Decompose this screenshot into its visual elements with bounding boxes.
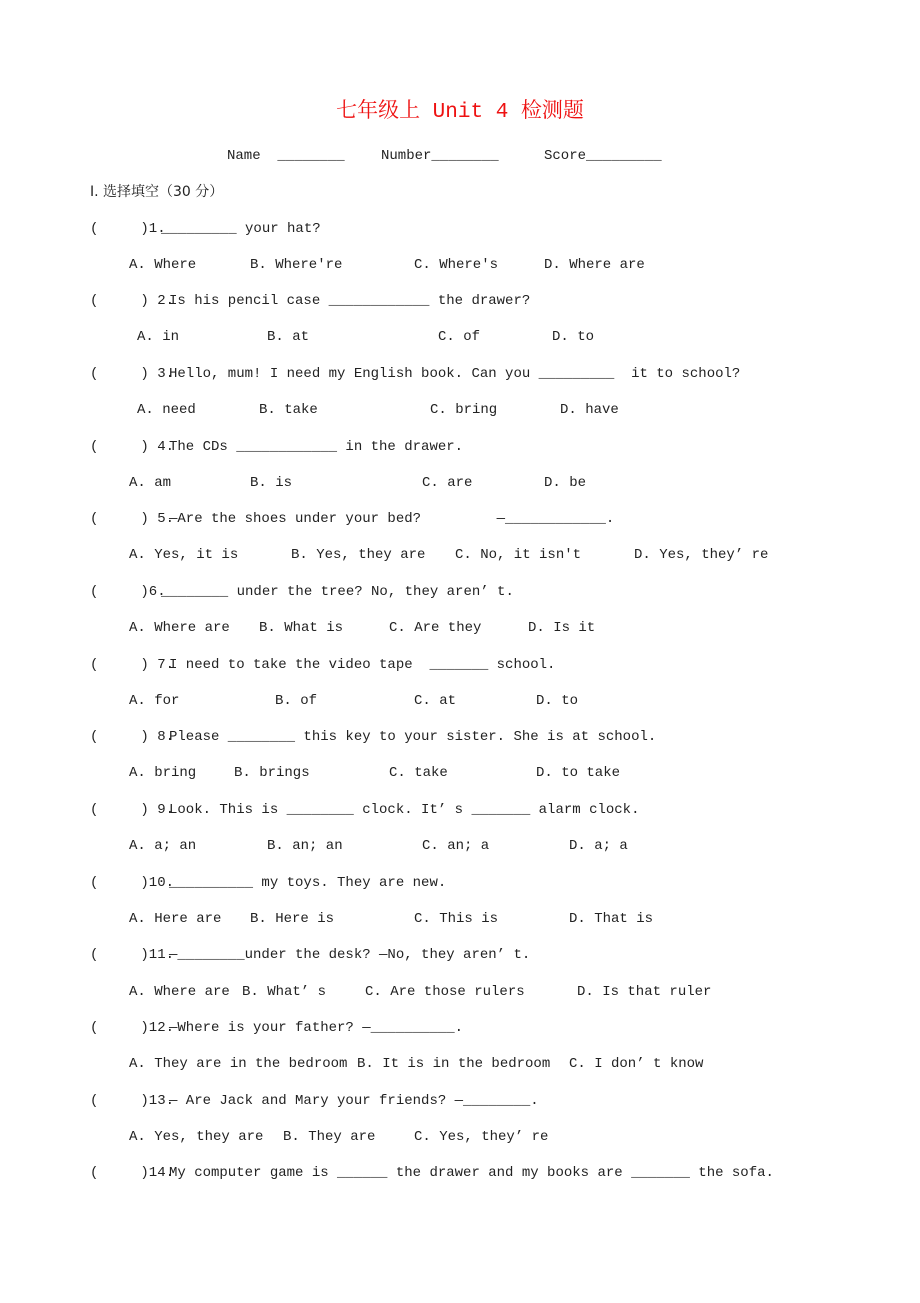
question-stem: _________ your hat? <box>161 221 321 237</box>
option-a: A. Where are <box>129 984 230 1000</box>
option-d: D. Yes, they’ re <box>634 547 769 563</box>
option-d: D. a; a <box>569 838 628 854</box>
answer-bracket[interactable]: ( )10. <box>90 875 175 891</box>
option-c: C. bring <box>430 402 498 418</box>
question-stem: Please ________ this key to your sister. She is at school. <box>169 729 657 745</box>
answer-bracket[interactable]: ( )13. <box>90 1093 175 1109</box>
question-stem: My computer game is ______ the drawer and my books are _______ the sofa. <box>169 1165 774 1181</box>
option-a: A. need <box>137 402 196 418</box>
option-c: C. Are those rulers <box>365 984 525 1000</box>
answer-bracket[interactable]: ( ) 7. <box>90 657 175 673</box>
option-c: C. This is <box>414 911 499 927</box>
option-a: A. They are in the bedroom <box>129 1056 348 1072</box>
section-heading: I. 选择填空（30 分） <box>90 184 224 200</box>
option-c: C. an; a <box>422 838 490 854</box>
option-a: A. Where are <box>129 620 230 636</box>
option-b: B. take <box>259 402 318 418</box>
option-c: C. take <box>389 765 448 781</box>
option-b: B. at <box>267 329 310 345</box>
answer-bracket[interactable]: ( ) 8. <box>90 729 175 745</box>
answer-bracket[interactable]: ( ) 2. <box>90 293 175 309</box>
answer-bracket[interactable]: ( ) 9. <box>90 802 175 818</box>
question-stem: The CDs ____________ in the drawer. <box>169 439 464 455</box>
option-c: C. of <box>438 329 481 345</box>
option-c: C. are <box>422 475 473 491</box>
question-stem: ________ under the tree? No, they aren’ t. <box>161 584 514 600</box>
option-d: D. That is <box>569 911 654 927</box>
option-b: B. brings <box>234 765 310 781</box>
option-b: B. is <box>250 475 293 491</box>
answer-bracket[interactable]: ( ) 3. <box>90 366 175 382</box>
score-field[interactable]: Score_________ <box>544 148 662 164</box>
option-a: A. Yes, it is <box>129 547 239 563</box>
option-a: A. am <box>129 475 172 491</box>
option-c: C. Where's <box>414 257 499 273</box>
option-c: C. Yes, they’ re <box>414 1129 549 1145</box>
question-stem: I need to take the video tape _______ school. <box>169 657 556 673</box>
name-field[interactable]: Name ________ <box>227 148 345 164</box>
option-b: B. Here is <box>250 911 335 927</box>
question-stem: Look. This is ________ clock. It’ s _______ alarm clock. <box>169 802 640 818</box>
option-d: D. to <box>552 329 595 345</box>
option-a: A. a; an <box>129 838 197 854</box>
question-stem: —Are the shoes under your bed? —____________. <box>169 511 615 527</box>
option-c: C. No, it isn't <box>455 547 582 563</box>
question-stem: __________ my toys. They are new. <box>169 875 447 891</box>
option-b: B. an; an <box>267 838 343 854</box>
option-c: C. at <box>414 693 457 709</box>
option-a: A. for <box>129 693 180 709</box>
option-b: B. of <box>275 693 318 709</box>
question-stem: — Are Jack and Mary your friends? —________. <box>169 1093 539 1109</box>
option-d: D. Where are <box>544 257 645 273</box>
option-c: C. Are they <box>389 620 482 636</box>
option-b: B. Yes, they are <box>291 547 426 563</box>
question-stem: Is his pencil case ____________ the drawer? <box>169 293 531 309</box>
answer-bracket[interactable]: ( ) 4. <box>90 439 175 455</box>
answer-bracket[interactable]: ( )1. <box>90 221 166 237</box>
page-title: 七年级上 Unit 4 检测题 <box>336 101 584 124</box>
option-d: D. Is it <box>528 620 596 636</box>
option-a: A. in <box>137 329 180 345</box>
option-a: A. bring <box>129 765 197 781</box>
answer-bracket[interactable]: ( )11. <box>90 947 175 963</box>
option-b: B. What is <box>259 620 344 636</box>
question-stem: Hello, mum! I need my English book. Can you _________ it to school? <box>169 366 741 382</box>
answer-bracket[interactable]: ( )14. <box>90 1165 175 1181</box>
option-d: D. have <box>560 402 619 418</box>
option-a: A. Where <box>129 257 197 273</box>
option-a: A. Yes, they are <box>129 1129 264 1145</box>
answer-bracket[interactable]: ( ) 5. <box>90 511 175 527</box>
number-field[interactable]: Number________ <box>381 148 499 164</box>
answer-bracket[interactable]: ( )6. <box>90 584 166 600</box>
question-stem: —________under the desk? —No, they aren’ t. <box>169 947 531 963</box>
option-c: C. I don’ t know <box>569 1056 704 1072</box>
option-b: B. They are <box>283 1129 376 1145</box>
option-d: D. be <box>544 475 587 491</box>
option-b: B. What’ s <box>242 984 327 1000</box>
option-d: D. to take <box>536 765 621 781</box>
option-d: D. to <box>536 693 579 709</box>
option-b: B. It is in the bedroom <box>357 1056 551 1072</box>
answer-bracket[interactable]: ( )12. <box>90 1020 175 1036</box>
option-a: A. Here are <box>129 911 222 927</box>
question-stem: —Where is your father? —__________. <box>169 1020 464 1036</box>
option-b: B. Where're <box>250 257 343 273</box>
option-d: D. Is that ruler <box>577 984 712 1000</box>
